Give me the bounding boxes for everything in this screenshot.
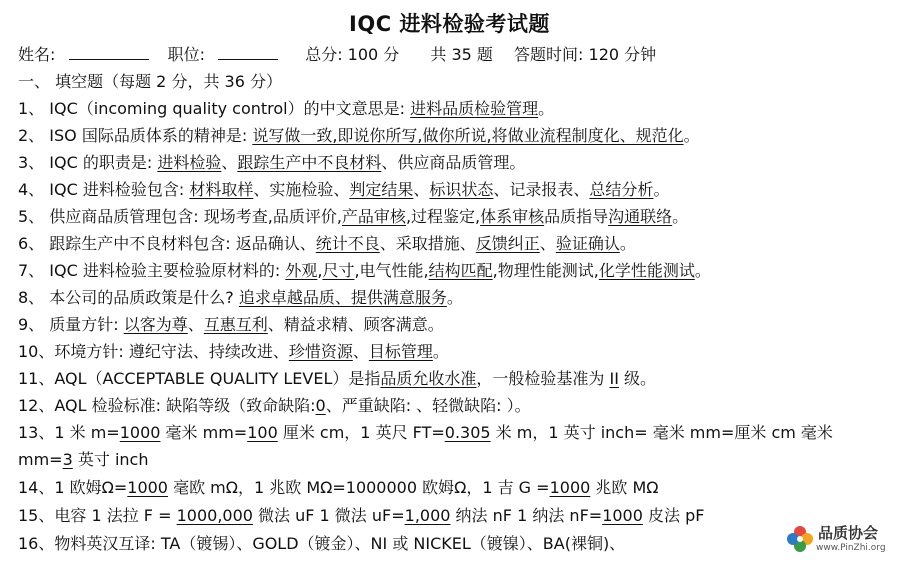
answer: 反馈纠正 — [475, 234, 540, 253]
question-10: 10、环境方针: 遵纪守法、持续改进、珍惜资源、目标管理。 — [18, 342, 449, 361]
question-1: 1、 IQC（incoming quality control）的中文意思是: 进料品质检验管理。 — [18, 99, 555, 118]
answer: 体系审核 — [480, 207, 545, 226]
answer-time: 答题时间: 120 分钟 — [514, 45, 657, 64]
total-score: 总分: 100 分 — [305, 45, 400, 64]
question-5: 5、 供应商品质管理包含: 现场考查,品质评价,产品审核,过程鉴定,体系审核品质指导沟通联络。 — [18, 207, 689, 226]
answer: 化学性能测试 — [598, 261, 695, 280]
answer: 说写做一致,即说你所写,做你所说,将做业流程制度化、规范化 — [252, 126, 684, 145]
question-6: 6、 跟踪生产中不良材料包含: 返品确认、统计不良、采取措施、反馈纠正、验证确认。 — [18, 234, 636, 253]
answer: 材料取样 — [189, 180, 254, 199]
answer: 品质允收水准 — [380, 369, 477, 388]
answer: 追求卓越品质、提供满意服务 — [238, 288, 447, 307]
question-2: 2、 ISO 国际品质体系的精神是: 说写做一致,即说你所写,做你所说,将做业流程制度化、规范化。 — [18, 126, 700, 145]
watermark-logo — [785, 522, 893, 558]
answer: 跟踪生产中不良材料 — [237, 153, 382, 172]
exam-header — [18, 42, 893, 67]
answer: 进料检验 — [157, 153, 222, 172]
answer: 尺寸 — [322, 261, 355, 280]
answer: 以客为尊 — [123, 315, 188, 334]
question-15: 15、电容 1 法拉 F = 1000,000 微法 uF 1 微法 uF=1,000 纳法 nF 1 纳法 nF=1000 皮法 pF — [18, 506, 705, 525]
answer: 1000,000 — [176, 506, 253, 525]
question-12: 12、AQL 检验标准: 缺陷等级（致命缺陷:0、严重缺陷: 、轻微缺陷: ）。 — [18, 396, 531, 415]
answer: 进料品质检验管理 — [410, 99, 539, 118]
answer: 100 — [247, 423, 278, 442]
answer: 0 — [315, 396, 326, 415]
question-11: 11、AQL（ACCEPTABLE QUALITY LEVEL）是指品质允收水准，一般检验基准为 II 级。 — [18, 369, 657, 388]
logo-url: www.PinZhi.org — [816, 543, 886, 553]
answer: 标识状态 — [429, 180, 494, 199]
logo-name: 品质协会 — [818, 524, 879, 542]
answer: 判定结果 — [349, 180, 414, 199]
answer: 产品审核 — [341, 207, 406, 226]
question-8: 8、 本公司的品质政策是什么? 追求卓越品质、提供满意服务。 — [18, 288, 463, 307]
question-16: 16、物料英汉互译: TA（镀锡）、GOLD（镀金）、NI 或 NICKEL（镀镍）、BA(裸铜)、 — [18, 534, 626, 553]
answer: 外观 — [285, 261, 318, 280]
question-7: 7、 IQC 进料检验主要检验原材料的: 外观,尺寸,电气性能,结构匹配,物理性能测试,化学性能测试。 — [18, 261, 711, 280]
position-label: 职位: — [167, 45, 205, 64]
answer: 珍惜资源 — [288, 342, 353, 361]
answer: 沟通联络 — [608, 207, 673, 226]
question-4: 4、 IQC 进料检验包含: 材料取样、实施检验、判定结果、标识状态、记录报表、总结分析。 — [18, 180, 670, 199]
petal-logo-icon — [785, 524, 815, 554]
answer: 1000 — [119, 423, 161, 442]
question-count: 共 35 题 — [430, 45, 493, 64]
question-14: 14、1 欧姆Ω=1000 毫欧 mΩ，1 兆欧 MΩ=1000000 欧姆Ω，1 吉 G =1000 兆欧 MΩ — [18, 478, 659, 497]
answer: 互惠互利 — [203, 315, 268, 334]
answer: 1000 — [127, 478, 168, 497]
answer: 验证确认 — [555, 234, 620, 253]
name-label: 姓名: — [18, 45, 56, 64]
answer: II — [609, 369, 619, 388]
exam-title: IQC 进料检验考试题 — [349, 12, 550, 36]
answer: 结构匹配 — [428, 261, 493, 280]
name-blank — [69, 42, 149, 60]
answer: 目标管理 — [368, 342, 433, 361]
answer: 0.305 — [444, 423, 491, 442]
section-heading: 一、 填空题（每题 2 分，共 36 分） — [18, 72, 282, 91]
position-blank — [218, 42, 278, 60]
answer: 1000 — [602, 506, 643, 525]
answer: 1,000 — [404, 506, 451, 525]
question-3: 3、 IQC 的职责是: 进料检验、跟踪生产中不良材料、供应商品质管理。 — [18, 153, 526, 172]
answer: 总结分析 — [589, 180, 654, 199]
answer: 3 — [62, 450, 73, 469]
question-13-continued: mm=3 英寸 inch — [18, 450, 149, 469]
question-9: 9、 质量方针: 以客为尊、互惠互利、精益求精、顾客满意。 — [18, 315, 444, 334]
answer: 1000 — [549, 478, 591, 497]
answer: 统计不良 — [315, 234, 380, 253]
question-13: 13、1 米 m=1000 毫米 mm=100 厘米 cm，1 英尺 FT=0.305 米 m，1 英寸 inch= 毫米 mm=厘米 cm 毫米 — [18, 423, 833, 442]
